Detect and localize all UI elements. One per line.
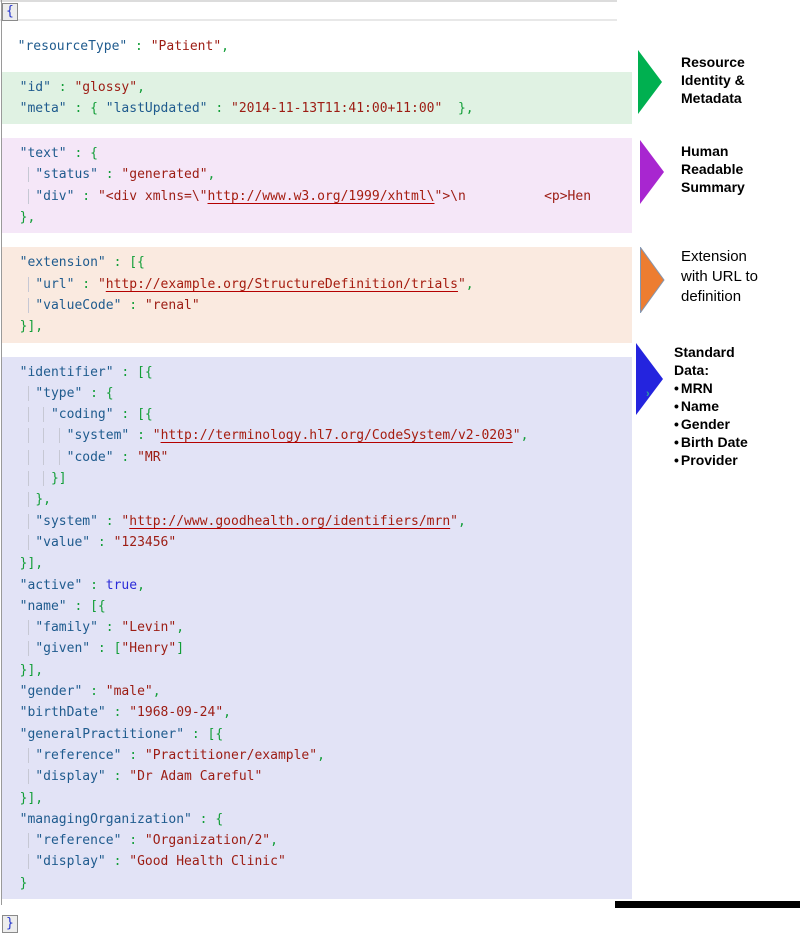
code-token: , bbox=[317, 747, 325, 763]
code-token: }, bbox=[35, 492, 51, 508]
code-token bbox=[4, 748, 20, 763]
code-token bbox=[4, 80, 20, 95]
code-token bbox=[2, 39, 18, 54]
code-token bbox=[4, 854, 20, 869]
code-token bbox=[20, 450, 36, 465]
code-line bbox=[4, 404, 632, 425]
code-token: : { bbox=[66, 146, 98, 162]
code-token: : bbox=[113, 449, 138, 465]
code-token bbox=[20, 167, 36, 182]
bullet-item bbox=[674, 415, 748, 433]
code-token bbox=[20, 620, 36, 635]
code-line bbox=[4, 77, 632, 98]
code-token: : { bbox=[66, 100, 106, 116]
code-token bbox=[4, 407, 20, 422]
code-line bbox=[4, 468, 632, 489]
code-line bbox=[4, 207, 632, 228]
code-token: "Organization/2" bbox=[144, 833, 271, 849]
code-token: "meta" bbox=[19, 100, 67, 116]
small-chevron-icon: › bbox=[646, 388, 650, 400]
annotation-line: Resource bbox=[681, 54, 745, 70]
code-token: , bbox=[270, 833, 278, 849]
annotation-line: Standard bbox=[674, 344, 735, 360]
code-token bbox=[4, 386, 20, 401]
code-line bbox=[4, 532, 632, 553]
code-token bbox=[4, 189, 20, 204]
code-token bbox=[35, 428, 51, 443]
code-token bbox=[4, 599, 20, 614]
code-token: , bbox=[152, 684, 161, 700]
code-token bbox=[20, 535, 36, 550]
code-token: "generalPractitioner" bbox=[19, 726, 185, 742]
code-token: , bbox=[137, 79, 145, 95]
code-line bbox=[4, 681, 632, 702]
code-line bbox=[4, 596, 632, 617]
code-token bbox=[4, 319, 20, 334]
code-token bbox=[4, 812, 20, 827]
code-token: "Henry" bbox=[121, 641, 177, 657]
code-column bbox=[0, 1, 634, 948]
code-token: : bbox=[121, 747, 145, 763]
code-token: "Levin" bbox=[121, 620, 177, 636]
code-line bbox=[4, 98, 632, 119]
code-token: "lastUpdated" bbox=[105, 100, 208, 116]
bullet-item bbox=[674, 397, 748, 415]
code-token: "generated" bbox=[121, 167, 208, 183]
code-line bbox=[4, 788, 632, 809]
code-token: : bbox=[97, 167, 122, 183]
code-line bbox=[4, 702, 632, 723]
bullet-label: MRN bbox=[680, 380, 713, 396]
code-line bbox=[4, 295, 632, 316]
bullet-label: Birth Date bbox=[680, 434, 748, 450]
code-token: : bbox=[105, 854, 130, 870]
code-token: : bbox=[97, 620, 122, 636]
code-token: : bbox=[105, 705, 130, 721]
code-token: : bbox=[97, 513, 122, 529]
annotation-line: Readable bbox=[681, 161, 744, 177]
code-token: : bbox=[82, 684, 106, 700]
annotation-line: Identity & bbox=[681, 72, 745, 88]
code-token bbox=[4, 705, 20, 720]
code-token: "reference" bbox=[35, 747, 122, 763]
code-block-narrative bbox=[2, 138, 632, 233]
code-token: , bbox=[465, 276, 474, 292]
code-token: "Practitioner/example" bbox=[144, 747, 318, 763]
code-token: "type" bbox=[35, 385, 83, 401]
code-token bbox=[4, 684, 20, 699]
code-line bbox=[4, 553, 632, 574]
code-token: "given" bbox=[35, 641, 91, 657]
bullet-item bbox=[674, 451, 748, 469]
code-token: : { bbox=[82, 385, 114, 401]
orange-arrow-icon bbox=[640, 247, 665, 313]
code-token bbox=[4, 876, 20, 891]
bottom-black-bar bbox=[615, 901, 800, 908]
code-token: : [{ bbox=[113, 407, 153, 423]
code-token: { bbox=[2, 3, 18, 21]
annotation-standard-data bbox=[674, 343, 748, 469]
annotation-resource-identity bbox=[681, 53, 745, 107]
code-token: "<div xmlns=\" bbox=[97, 188, 208, 204]
code-token: "Good Health Clinic" bbox=[129, 854, 286, 870]
code-token: , bbox=[221, 39, 229, 55]
bullet-label: Provider bbox=[680, 452, 738, 468]
code-token bbox=[4, 769, 20, 784]
code-line bbox=[4, 809, 632, 830]
code-line bbox=[4, 252, 632, 273]
blue-arrow-icon bbox=[636, 343, 663, 415]
code-token bbox=[20, 492, 36, 507]
code-token: }, bbox=[19, 210, 36, 226]
code-token bbox=[20, 189, 36, 204]
annotation-line: Extension bbox=[681, 248, 747, 265]
code-token: "renal" bbox=[144, 297, 200, 313]
code-token: "status" bbox=[35, 167, 98, 183]
code-token bbox=[4, 277, 20, 292]
code-token: "glossy" bbox=[74, 79, 138, 95]
code-line bbox=[4, 362, 632, 383]
code-token: "identifier" bbox=[19, 364, 114, 380]
bullet-icon: • bbox=[674, 416, 679, 432]
code-token: "valueCode" bbox=[35, 297, 122, 313]
annotation-line: Human bbox=[681, 143, 729, 159]
annotation-extension bbox=[681, 247, 758, 307]
code-token: , bbox=[223, 705, 231, 721]
code-token: "display" bbox=[35, 769, 106, 785]
code-token: : [{ bbox=[105, 255, 145, 271]
code-token: , bbox=[207, 167, 216, 183]
code-token: "birthDate" bbox=[19, 705, 106, 721]
code-line bbox=[4, 851, 632, 872]
code-token: }] bbox=[50, 471, 67, 487]
code-token: : [{ bbox=[184, 726, 224, 742]
bullet-label: Gender bbox=[680, 416, 730, 432]
code-token: "1968-09-24" bbox=[129, 705, 224, 721]
code-token: " bbox=[97, 276, 106, 292]
code-token: "system" bbox=[35, 513, 98, 529]
code-token: "display" bbox=[35, 854, 106, 870]
code-line bbox=[2, 913, 634, 934]
code-token: " bbox=[512, 428, 521, 444]
code-token: ">\n <p>Hen bbox=[434, 188, 592, 204]
code-token bbox=[4, 428, 20, 443]
annotation-line: Data: bbox=[674, 362, 710, 378]
code-token: : bbox=[90, 534, 114, 550]
code-token: : bbox=[127, 39, 151, 55]
code-token: : bbox=[82, 577, 106, 593]
bullet-icon: • bbox=[674, 452, 679, 468]
code-token bbox=[20, 298, 36, 313]
code-token: " bbox=[450, 513, 458, 529]
code-token bbox=[4, 514, 20, 529]
code-token bbox=[4, 727, 20, 742]
code-token: : bbox=[74, 188, 98, 204]
bullet-item bbox=[674, 433, 748, 451]
code-line bbox=[4, 143, 632, 164]
code-line bbox=[4, 186, 632, 207]
code-token: "reference" bbox=[35, 833, 122, 849]
code-token bbox=[4, 833, 20, 848]
annotation-line: Metadata bbox=[681, 90, 742, 106]
code-token: : bbox=[74, 276, 98, 292]
code-token: : [{ bbox=[66, 598, 106, 614]
code-line bbox=[4, 447, 632, 468]
code-token: "family" bbox=[35, 620, 98, 636]
code-line bbox=[4, 274, 632, 295]
code-token: "Dr Adam Careful" bbox=[129, 769, 263, 785]
bullet-icon: • bbox=[674, 398, 679, 414]
green-arrow-icon bbox=[638, 50, 662, 114]
code-token bbox=[4, 450, 20, 465]
code-token bbox=[51, 450, 67, 465]
code-token: } bbox=[19, 875, 28, 891]
code-line bbox=[4, 745, 632, 766]
bullet-label: Name bbox=[680, 398, 720, 414]
code-token bbox=[4, 255, 20, 270]
code-line bbox=[4, 873, 632, 894]
code-line bbox=[2, 36, 634, 57]
code-token: : bbox=[121, 833, 145, 849]
code-token bbox=[51, 428, 67, 443]
code-token bbox=[20, 277, 36, 292]
code-line bbox=[4, 383, 632, 404]
code-line bbox=[4, 316, 632, 337]
code-token: "123456" bbox=[113, 534, 177, 550]
code-token: "extension" bbox=[19, 255, 106, 271]
code-token: "value" bbox=[35, 534, 91, 550]
code-token bbox=[20, 641, 36, 656]
code-line bbox=[4, 830, 632, 851]
code-token bbox=[35, 407, 51, 422]
code-block-extension bbox=[2, 247, 632, 342]
annotation-line: definition bbox=[681, 288, 742, 305]
code-token bbox=[4, 556, 20, 571]
code-block-identity-metadata bbox=[2, 72, 632, 125]
code-token bbox=[4, 298, 20, 313]
code-line bbox=[4, 617, 632, 638]
code-token: "system" bbox=[66, 428, 130, 444]
code-token bbox=[20, 769, 36, 784]
code-line bbox=[4, 724, 632, 745]
code-token bbox=[20, 471, 36, 486]
code-token bbox=[4, 365, 20, 380]
code-token: "code" bbox=[66, 449, 114, 465]
code-token: true bbox=[105, 577, 138, 593]
code-token: "coding" bbox=[50, 407, 114, 423]
code-token: : { bbox=[191, 811, 224, 827]
bullet-item bbox=[674, 379, 748, 397]
code-token bbox=[20, 386, 36, 401]
code-token: "managingOrganization" bbox=[19, 811, 192, 827]
code-token: : [ bbox=[90, 641, 122, 657]
code-token: : bbox=[105, 769, 130, 785]
code-token: "div" bbox=[35, 188, 75, 204]
code-token bbox=[4, 620, 20, 635]
code-token: ] bbox=[176, 641, 185, 657]
code-block-root-open bbox=[2, 1, 634, 22]
code-token bbox=[4, 471, 20, 486]
code-token: " bbox=[457, 276, 466, 292]
code-block-root-close bbox=[2, 913, 634, 934]
code-token: "url" bbox=[35, 276, 75, 292]
code-token: "name" bbox=[19, 598, 67, 614]
code-token bbox=[4, 101, 20, 116]
code-token: , bbox=[176, 620, 185, 636]
code-line bbox=[4, 660, 632, 681]
code-line bbox=[4, 164, 632, 185]
code-token: , bbox=[520, 428, 529, 444]
code-line bbox=[4, 766, 632, 787]
code-token: "2014-11-13T11:41:00+11:00" bbox=[231, 100, 443, 116]
code-token bbox=[4, 535, 20, 550]
code-token: } bbox=[2, 915, 18, 933]
bullet-icon: • bbox=[674, 380, 679, 396]
code-token bbox=[20, 407, 36, 422]
code-token bbox=[20, 428, 36, 443]
code-line bbox=[4, 489, 632, 510]
code-token: "male" bbox=[105, 684, 153, 700]
code-block-resource-type bbox=[2, 36, 634, 57]
code-token: "gender" bbox=[19, 684, 83, 700]
purple-arrow-icon bbox=[640, 140, 664, 204]
code-token bbox=[20, 833, 36, 848]
code-line bbox=[4, 575, 632, 596]
annotation-line: Summary bbox=[681, 179, 745, 195]
code-token: "MR" bbox=[137, 449, 169, 465]
code-token: : bbox=[129, 428, 153, 444]
code-token bbox=[20, 514, 36, 529]
code-url-link[interactable]: http://www.goodhealth.org/identifiers/mrn bbox=[129, 513, 451, 529]
code-token: }], bbox=[19, 556, 44, 572]
code-token bbox=[4, 492, 20, 507]
code-token: : bbox=[121, 297, 145, 313]
code-line bbox=[2, 1, 634, 22]
code-token: }], bbox=[19, 319, 44, 335]
annotation-line: with URL to bbox=[681, 268, 758, 285]
code-token: "resourceType" bbox=[17, 39, 128, 55]
code-url-link[interactable]: http://terminology.hl7.org/CodeSystem/v2-0203 bbox=[160, 428, 513, 444]
code-token bbox=[35, 471, 51, 486]
code-token bbox=[20, 854, 36, 869]
code-token: " bbox=[152, 428, 161, 444]
code-token bbox=[4, 210, 20, 225]
code-token bbox=[4, 641, 20, 656]
code-token bbox=[4, 663, 20, 678]
code-token: : bbox=[207, 100, 231, 116]
bullet-icon: • bbox=[674, 434, 679, 450]
code-token: "active" bbox=[19, 577, 83, 593]
code-line bbox=[4, 638, 632, 659]
code-token: " bbox=[121, 513, 130, 529]
code-url-link[interactable]: http://www.w3.org/1999/xhtml\ bbox=[207, 188, 435, 204]
code-token bbox=[35, 450, 51, 465]
code-line bbox=[4, 511, 632, 532]
code-token: "text" bbox=[19, 146, 67, 162]
code-token bbox=[20, 748, 36, 763]
code-token: "id" bbox=[19, 79, 51, 95]
code-token: }], bbox=[19, 790, 44, 806]
code-token bbox=[4, 146, 20, 161]
code-token: }], bbox=[19, 662, 44, 678]
code-token bbox=[4, 167, 20, 182]
code-block-standard-data bbox=[2, 357, 632, 899]
code-url-link[interactable]: http://example.org/StructureDefinition/trials bbox=[105, 276, 458, 292]
code-token: }, bbox=[442, 100, 474, 116]
code-token: "Patient" bbox=[150, 39, 222, 55]
annotation-human-readable bbox=[681, 142, 745, 196]
code-token bbox=[4, 791, 20, 806]
code-token: : bbox=[50, 79, 75, 95]
code-token: : [{ bbox=[113, 364, 153, 380]
code-token: , bbox=[137, 577, 145, 593]
code-token bbox=[4, 578, 20, 593]
code-token: , bbox=[457, 513, 466, 529]
code-line bbox=[4, 425, 632, 446]
